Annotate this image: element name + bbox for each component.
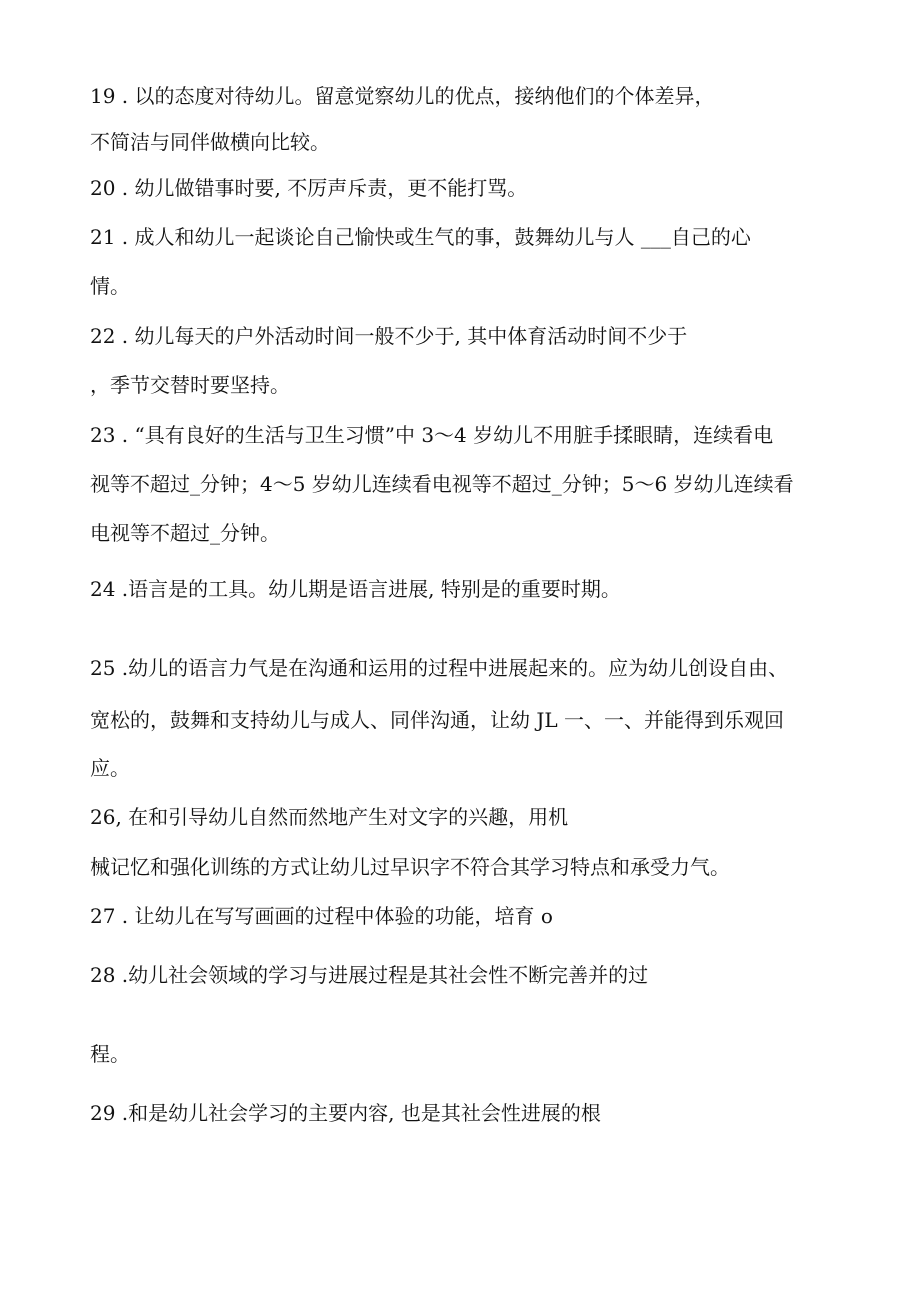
item-19-line-1: 19 . 以的态度对待幼儿。留意觉察幼儿的优点，接纳他们的个体差异， <box>90 84 715 108</box>
item-20-line-1: 20 . 幼儿做错事时要, 不厉声斥责，更不能打骂。 <box>90 176 528 200</box>
item-27-line-1: 27 . 让幼儿在写写画画的过程中体验的功能，培育 o <box>90 904 553 928</box>
item-23-line-3: 电视等不超过_分钟。 <box>90 521 280 545</box>
item-22-line-1: 22 . 幼儿每天的户外活动时间一般不少于, 其中体育活动时间不少于 <box>90 324 688 348</box>
item-25-line-2: 宽松的，鼓舞和支持幼儿与成人、同伴沟通，让幼 JL 一、一、并能得到乐观回 <box>90 708 785 732</box>
item-19-line-2: 不简洁与同伴做横向比较。 <box>90 130 330 154</box>
item-26-line-1: 26, 在和引导幼儿自然而然地产生对文字的兴趣，用机 <box>90 805 569 829</box>
item-28-line-2: 程。 <box>90 1042 130 1066</box>
item-26-line-2: 械记忆和强化训练的方式让幼儿过早识字不符合其学习特点和承受力气。 <box>90 855 730 879</box>
item-22-line-2: ，季节交替时要坚持。 <box>90 373 290 397</box>
item-28-line-1: 28 .幼儿社会领域的学习与进展过程是其社会性不断完善并的过 <box>90 963 649 987</box>
item-23-line-1: 23 . “具有良好的生活与卫生习惯”中 3～4 岁幼儿不用脏手揉眼睛，连续看电 <box>90 423 774 447</box>
item-21-line-2: 情。 <box>90 274 130 298</box>
item-25-line-1: 25 .幼儿的语言力气是在沟通和运用的过程中进展起来的。应为幼儿创设自由、 <box>90 656 789 680</box>
item-24-line-1: 24 .语言是的工具。幼儿期是语言进展, 特别是的重要时期。 <box>90 577 621 601</box>
item-23-line-2: 视等不超过_分钟；4～5 岁幼儿连续看电视等不超过_分钟；5～6 岁幼儿连续看 <box>90 472 794 496</box>
item-25-line-3: 应。 <box>90 756 130 780</box>
item-21-line-1: 21 . 成人和幼儿一起谈论自己愉快或生气的事，鼓舞幼儿与人 ___自己的心 <box>90 225 751 249</box>
item-29-line-1: 29 .和是幼儿社会学习的主要内容, 也是其社会性进展的根 <box>90 1101 601 1125</box>
